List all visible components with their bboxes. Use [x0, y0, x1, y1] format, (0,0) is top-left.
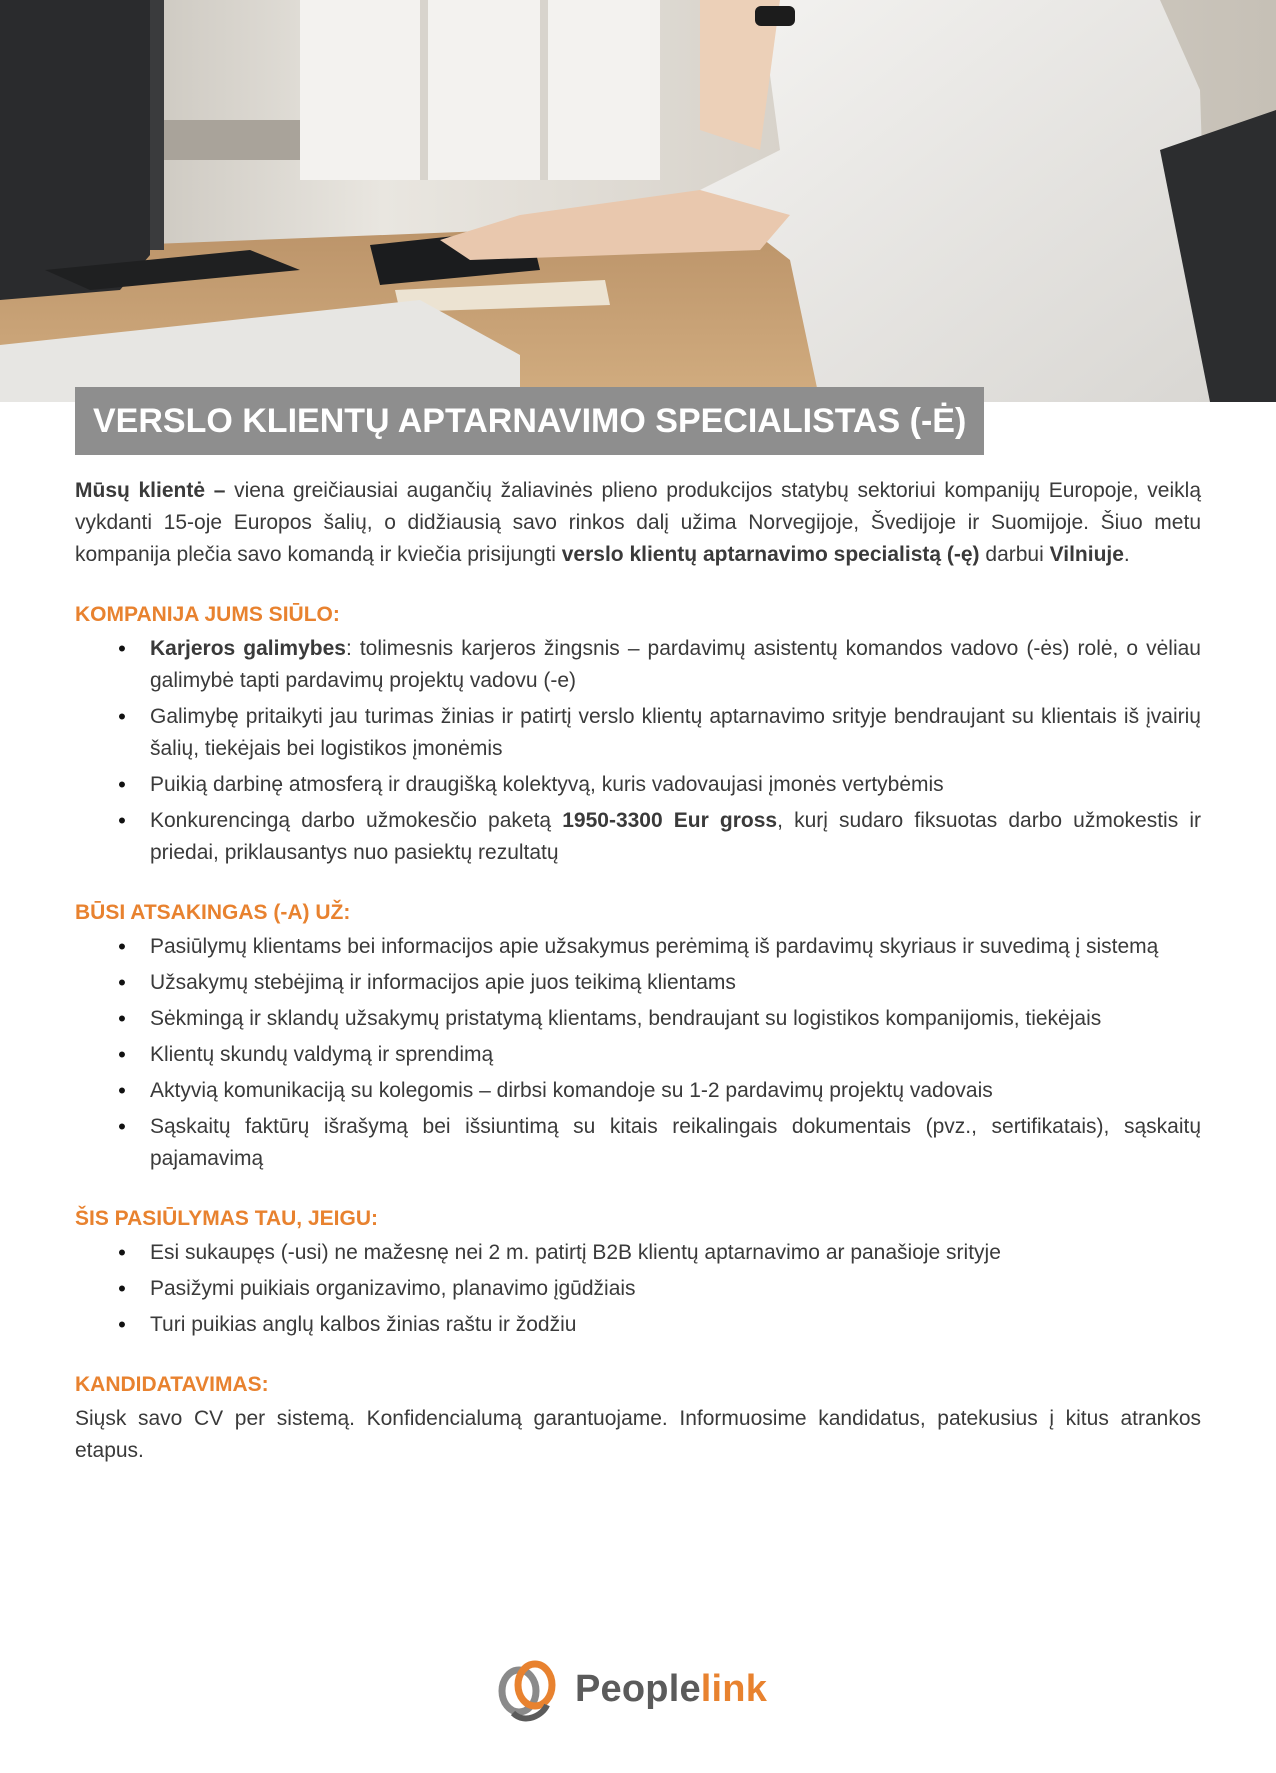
- intro-text-1: viena greičiausiai augančių žaliavinės plieno produkcijos statybų sektoriui kompanijų Europoje, veiklą vykdanti 15-oje Europos šalių, o didžiausią savo rinkos dalį užima Norvegijoje, Švedijoje ir Suomijoje. Šiuo metu kompanija plečia savo komandą ir kviečia prisijungti: [75, 479, 1201, 566]
- offer-item-text: : tolimesnis karjeros žingsnis – pardavimų asistentų komandos vadovo (-ės) rolė, o vėliau galimybė tapti pardavimų projektų vadovu (-e): [150, 637, 1201, 692]
- requirements-heading: ŠIS PASIŪLYMAS TAU, JEIGU:: [75, 1207, 378, 1230]
- page-title: VERSLO KLIENTŲ APTARNAVIMO SPECIALISTAS (-Ė): [75, 387, 984, 455]
- salary-range: 1950-3300 Eur gross: [562, 809, 778, 832]
- responsibility-text: Aktyvią komunikaciją su kolegomis – dirbsi komandoje su 1-2 pardavimų projektų vadovais: [150, 1079, 993, 1102]
- list-item: [75, 1003, 1201, 1035]
- list-item: [75, 967, 1201, 999]
- requirements-list: [75, 1237, 1201, 1341]
- list-item: [75, 701, 1201, 765]
- bullet-icon: •: [118, 1042, 126, 1067]
- requirement-text: Esi sukaupęs (-usi) ne mažesnę nei 2 m. patirtį B2B klientų aptarnavimo ar panašioje srityje: [150, 1241, 1001, 1264]
- intro-bold-client: Mūsų klientė –: [75, 479, 226, 502]
- list-item: [75, 1075, 1201, 1107]
- list-item: [75, 1111, 1201, 1175]
- apply-heading: KANDIDATAVIMAS:: [75, 1373, 269, 1396]
- bullet-icon: •: [118, 1312, 126, 1337]
- list-item: [75, 805, 1201, 869]
- apply-text: Siųsk savo CV per sistemą. Konfidencialumą garantuojame. Informuosime kandidatus, patekusius į kitus atrankos etapus.: [75, 1407, 1201, 1462]
- responsibilities-heading: BŪSI ATSAKINGAS (-A) UŽ:: [75, 901, 351, 924]
- logo-mark-icon: [495, 1653, 561, 1725]
- responsibilities-list: [75, 931, 1201, 1175]
- responsibility-text: Užsakymų stebėjimą ir informacijos apie juos teikimą klientams: [150, 971, 736, 994]
- bullet-icon: •: [118, 704, 126, 729]
- bullet-icon: •: [118, 970, 126, 995]
- bullet-icon: •: [118, 1114, 126, 1139]
- offer-item-text: Galimybę pritaikyti jau turimas žinias ir patirtį verslo klientų aptarnavimo srityje bendraujant su klientais iš įvairių šalių, tiekėjais bei logistikos įmonėmis: [150, 705, 1201, 760]
- bullet-icon: •: [118, 934, 126, 959]
- bullet-icon: •: [118, 808, 126, 833]
- offer-item-bold: Karjeros galimybes: [150, 637, 346, 660]
- list-item: [75, 633, 1201, 697]
- job-description: [75, 475, 1201, 1467]
- list-item: [75, 1237, 1201, 1269]
- list-item: [75, 1273, 1201, 1305]
- intro-bold-position: verslo klientų aptarnavimo specialistą (-ę): [561, 543, 980, 566]
- peoplelink-logo: [495, 1653, 767, 1725]
- logo-wordmark: [575, 1668, 767, 1711]
- intro-text-2: darbui: [979, 543, 1050, 566]
- bullet-icon: •: [118, 1240, 126, 1265]
- logo-text-people: People: [575, 1667, 701, 1710]
- offer-item-text: , kurį sudaro fiksuotas darbo užmokestis ir priedai, priklausantys nuo pasiektų rezultatų: [150, 809, 1201, 864]
- list-item: [75, 1309, 1201, 1341]
- list-item: [75, 931, 1201, 963]
- hero-image: [0, 0, 1276, 402]
- responsibility-text: Pasiūlymų klientams bei informacijos apie užsakymus perėmimą iš pardavimų skyriaus ir suvedimą į sistemą: [150, 935, 1159, 958]
- list-item: [75, 1039, 1201, 1071]
- intro-bold-city: Vilniuje: [1049, 543, 1124, 566]
- requirement-text: Pasižymi puikiais organizavimo, planavimo įgūdžiais: [150, 1277, 636, 1300]
- bullet-icon: •: [118, 772, 126, 797]
- responsibility-text: Sėkmingą ir sklandų užsakymų pristatymą klientams, bendraujant su logistikos kompanijomis, tiekėjais: [150, 1007, 1102, 1030]
- logo-text-link: link: [700, 1667, 768, 1710]
- intro-paragraph: [75, 475, 1201, 571]
- bullet-icon: •: [118, 1006, 126, 1031]
- responsibility-text: Sąskaitų faktūrų išrašymą bei išsiuntimą su kitais reikalingais dokumentais (pvz., sertifikatais), sąskaitų pajamavimą: [150, 1115, 1201, 1170]
- offer-heading: KOMPANIJA JUMS SIŪLO:: [75, 603, 340, 626]
- responsibility-text: Klientų skundų valdymą ir sprendimą: [150, 1043, 494, 1066]
- list-item: [75, 769, 1201, 801]
- requirement-text: Turi puikias anglų kalbos žinias raštu ir žodžiu: [150, 1313, 577, 1336]
- offer-list: [75, 633, 1201, 869]
- bullet-icon: •: [118, 1078, 126, 1103]
- offer-item-text: Puikią darbinę atmosferą ir draugišką kolektyvą, kuris vadovaujasi įmonės vertybėmis: [150, 773, 944, 796]
- offer-item-text: Konkurencingą darbo užmokesčio paketą: [150, 809, 563, 832]
- bullet-icon: •: [118, 636, 126, 661]
- bullet-icon: •: [118, 1276, 126, 1301]
- intro-text-3: .: [1123, 543, 1130, 566]
